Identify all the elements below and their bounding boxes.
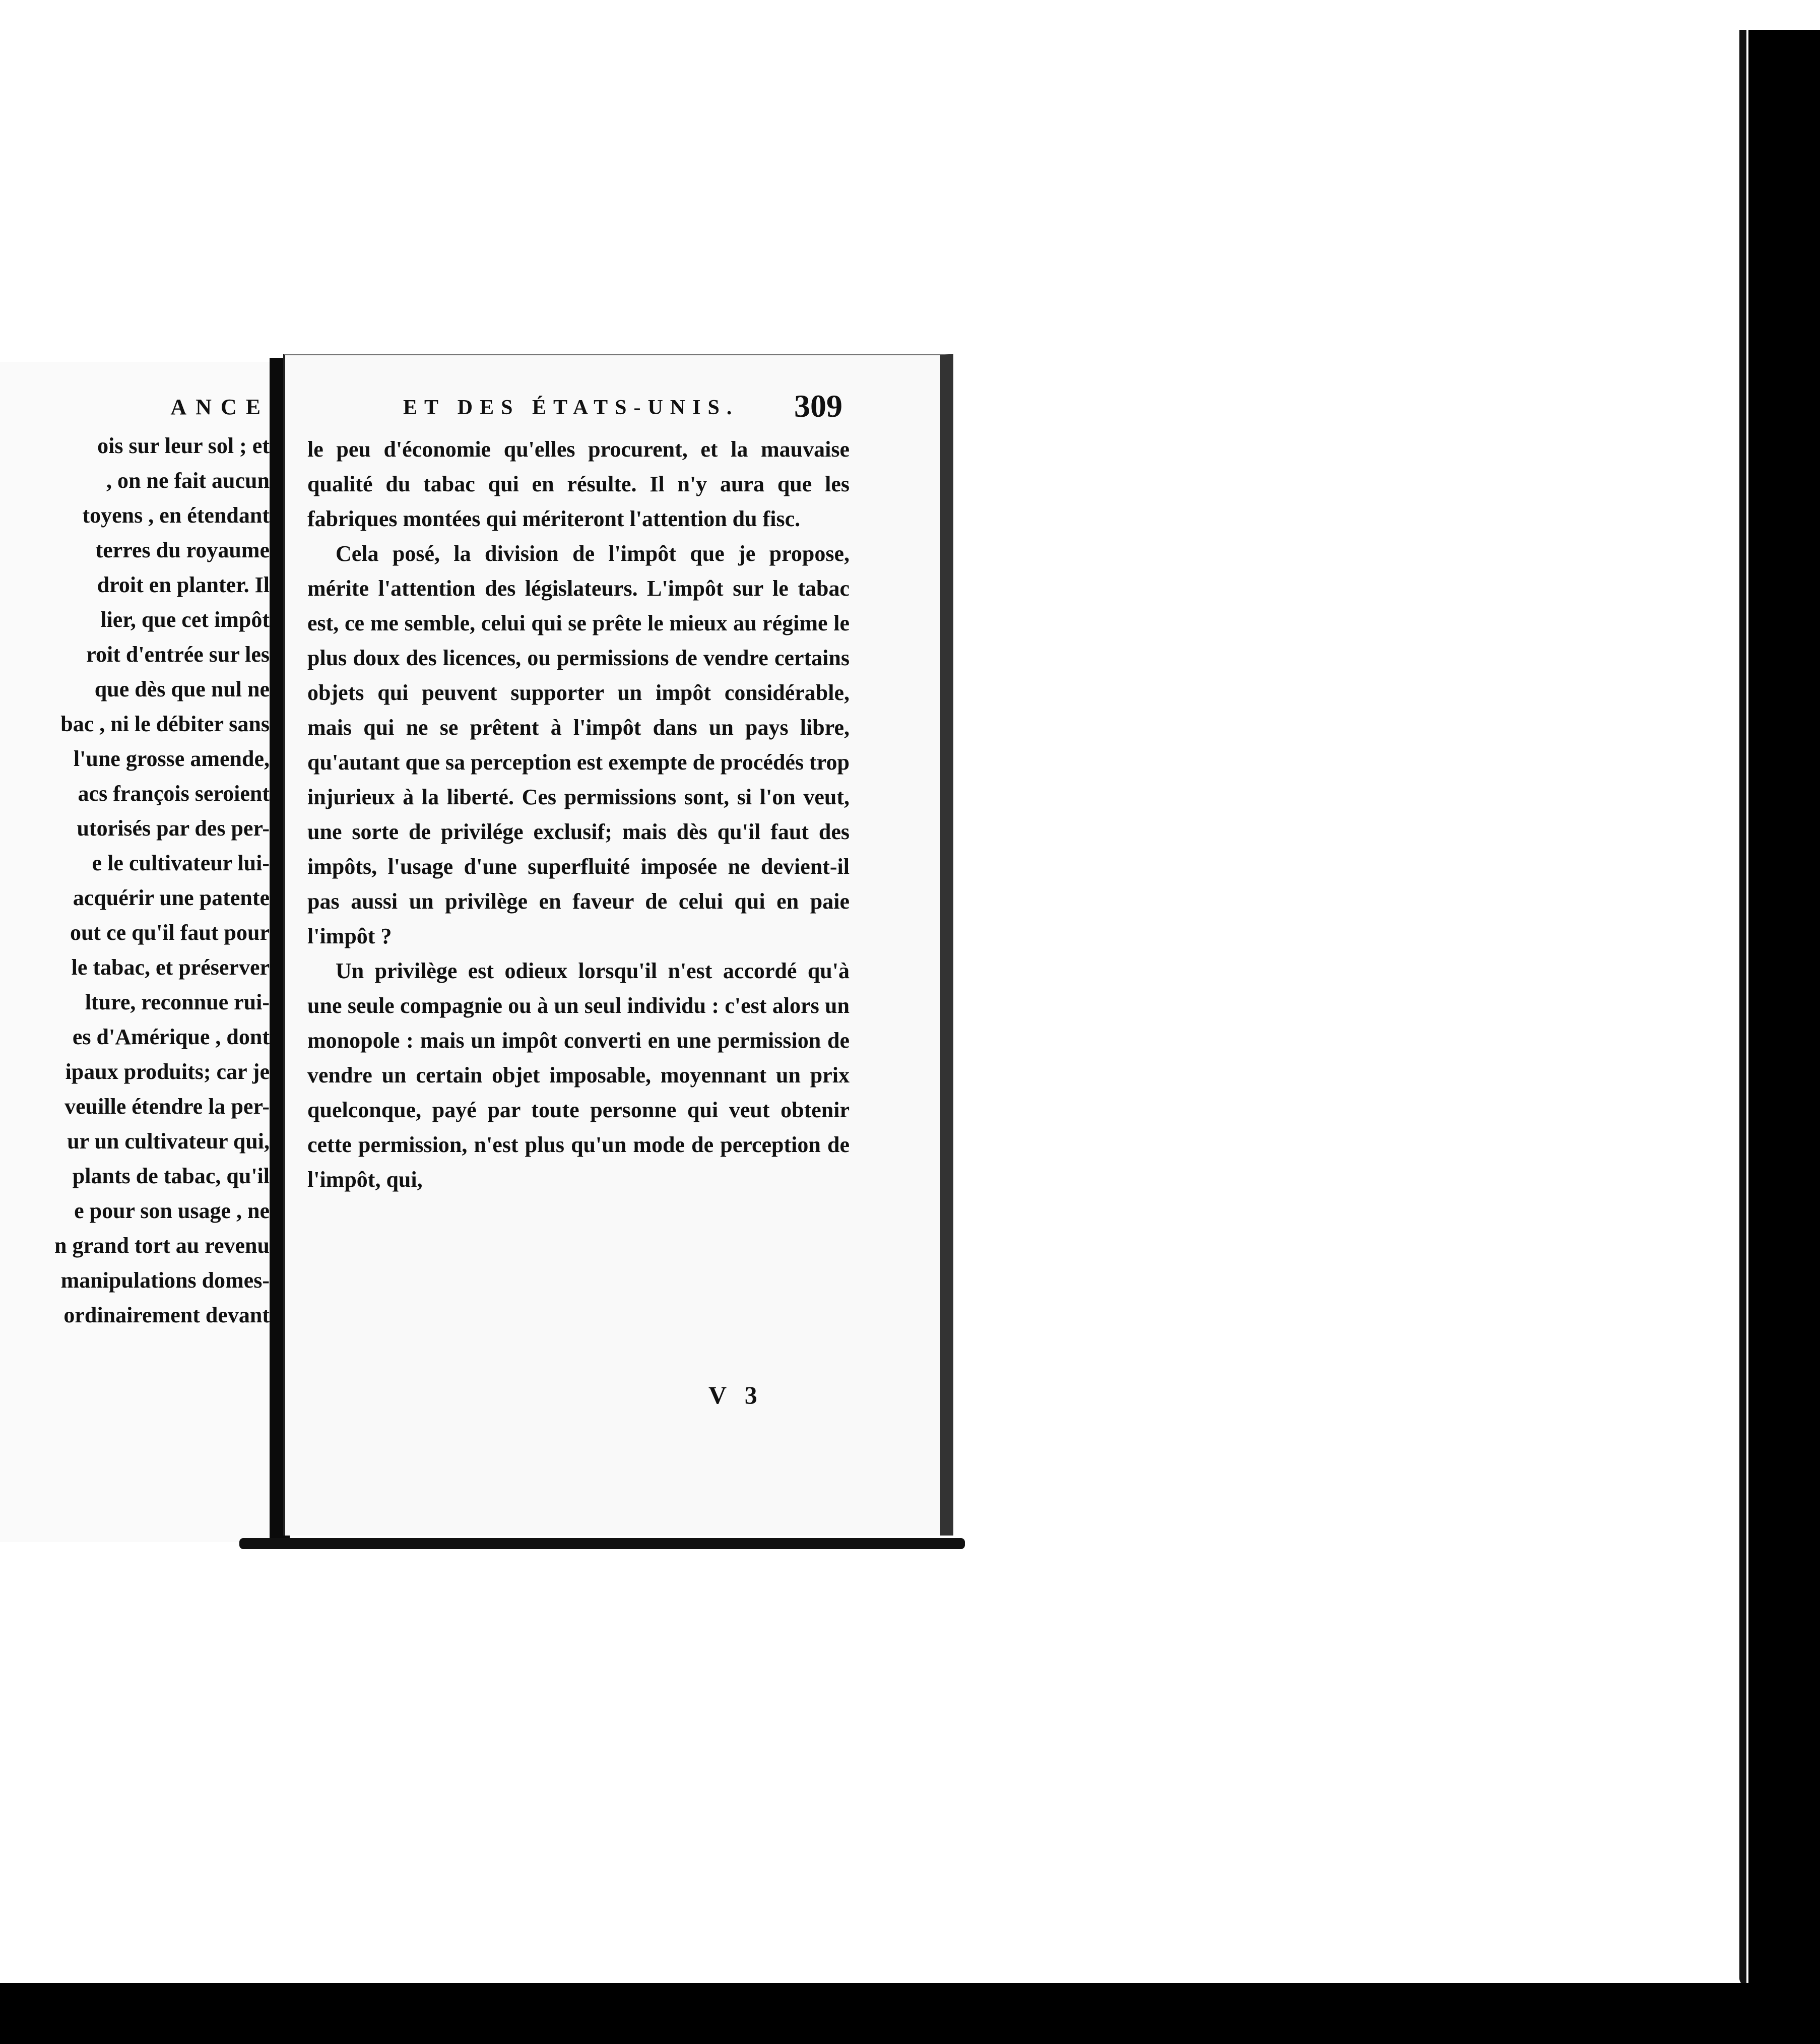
left-running-head: ANCE: [170, 395, 270, 419]
left-text-line: que dès que nul ne: [94, 677, 270, 701]
left-text-line: , on ne fait aucun: [106, 468, 270, 493]
page-body: [307, 432, 850, 1197]
left-text-line: l'une grosse amende,: [73, 746, 270, 771]
left-page-text: [0, 390, 270, 1332]
scan-frame-bottom: [0, 1983, 1820, 2044]
page-number: 309: [794, 388, 842, 424]
left-text-line: manipulations domes-: [60, 1268, 270, 1293]
left-text-line: ur un cultivateur qui,: [67, 1129, 270, 1154]
left-text-line: ipaux produits; car je: [65, 1059, 270, 1084]
left-text-line: e pour son usage , ne: [74, 1198, 270, 1223]
left-text-line: ois sur leur sol ; et: [97, 433, 270, 458]
body-paragraph: Cela posé, la division de l'impôt que je propose, mérite l'attention des législateurs. L'impôt sur le tabac est, ce me semble, celui qui se prête le mieux au régime le plus doux des licences, ou permissions de vendre certains objets qui peuvent supporter un impôt considérable, mais qui ne se prêtent à l'impôt dans un pays libre, qu'autant que sa perception est exempte de procédés trop injurieux à la liberté. Ces permissions sont, si l'on veut, une sorte de privilége exclusif; mais dès qu'il faut des impôts, l'usage d'une superfluité imposée ne devient-il pas aussi un privilège en faveur de celui qui en paie l'impôt ?: [307, 541, 850, 948]
left-text-line: e le cultivateur lui-: [92, 851, 270, 875]
running-head-title: ET DES ÉTATS-UNIS.: [403, 396, 739, 419]
left-text-line: le tabac, et préserver: [71, 955, 270, 980]
left-text-line: roit d'entrée sur les: [86, 642, 270, 667]
running-head: [285, 388, 855, 431]
body-paragraph: Un privilège est odieux lorsqu'il n'est accordé qu'à une seule compagnie ou à un seul individu : c'est alors un monopole : mais un impôt converti en une permission de vendre un certain objet imposable, moyennant un prix quelconque, payé par toute personne qui veut obtenir cette permission, n'est plus qu'un mode de perception de l'impôt, qui,: [307, 959, 850, 1192]
left-text-line: veuille étendre la per-: [64, 1094, 270, 1119]
left-text-line: acquérir une patente: [73, 885, 270, 910]
left-text-line: bac , ni le débiter sans: [60, 712, 270, 736]
left-text-line: terres du royaume: [95, 538, 270, 562]
signature-mark: V 3: [708, 1381, 763, 1409]
left-text-line: lture, reconnue rui-: [85, 990, 270, 1014]
left-text-line: n grand tort au revenu: [54, 1233, 270, 1258]
body-paragraph: le peu d'économie qu'elles procurent, et la mauvaise qualité du tabac qui en résulte. Il n'y aura que les fabriques montées qui mériteront l'attention du fisc.: [307, 437, 850, 531]
scan-frame-edge: [1739, 30, 1746, 1986]
left-text-line: lier, que cet impôt: [100, 607, 270, 632]
left-text-line: droit en planter. Il: [97, 572, 270, 597]
scan-frame-right: [1748, 30, 1820, 2044]
right-page: [283, 354, 953, 1536]
left-page: [0, 362, 285, 1542]
left-text-line: utorisés par des per-: [77, 816, 270, 841]
left-text-line: es d'Amérique , dont: [72, 1025, 270, 1049]
left-text-line: plants de tabac, qu'il: [72, 1164, 270, 1188]
left-text-line: toyens , en étendant: [82, 503, 270, 528]
left-text-line: ordinairement devant: [63, 1303, 270, 1327]
left-text-line: out ce qu'il faut pour: [70, 920, 270, 945]
left-text-line: acs françois seroient: [78, 781, 270, 806]
book-spine-bottom: [239, 1538, 965, 1549]
